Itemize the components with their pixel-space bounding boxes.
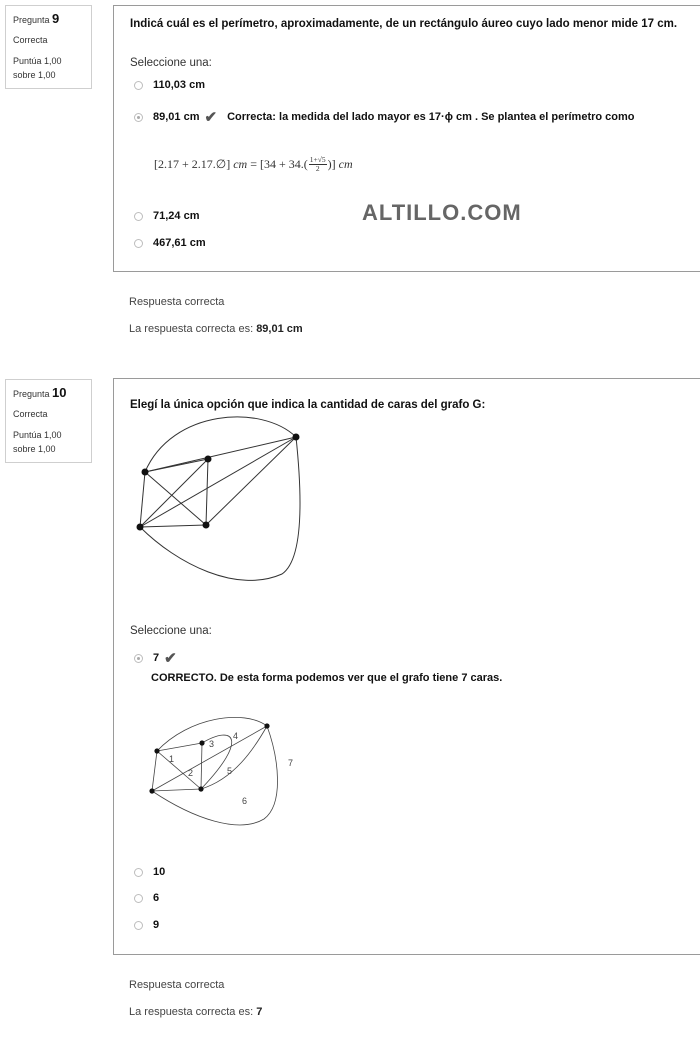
checkmark-icon: ✔ <box>164 649 177 667</box>
edge <box>145 472 206 525</box>
option-10[interactable] <box>134 866 165 878</box>
option-label: 110,03 cm <box>153 79 205 91</box>
vertex <box>205 456 212 463</box>
question-content-10 <box>113 378 700 955</box>
grade-max: sobre 1,00 <box>13 444 56 454</box>
radio-button[interactable] <box>134 868 143 877</box>
option-9[interactable] <box>134 919 159 931</box>
checkmark-icon: ✔ <box>204 108 218 126</box>
option-label: 9 <box>153 919 160 931</box>
edge <box>157 751 201 789</box>
question-label: Pregunta <box>13 15 50 25</box>
edge-curve <box>201 735 232 789</box>
vertex <box>293 434 300 441</box>
option-feedback: CORRECTO. De esta forma podemos ver que el grafo tiene 7 caras. <box>151 672 503 684</box>
answer-prefix: La respuesta correcta es: <box>129 1006 254 1018</box>
question-number: 10 <box>52 385 67 400</box>
question-label: Pregunta <box>13 389 50 399</box>
vertex <box>149 788 154 793</box>
outcome-status: Respuesta correcta <box>129 979 225 991</box>
edge-curve <box>140 437 300 580</box>
face-label: 6 <box>242 796 248 806</box>
option-7[interactable] <box>134 649 187 667</box>
question-outcome-9 <box>129 296 303 335</box>
edge <box>201 743 202 789</box>
option-label: 467,61 cm <box>153 237 206 249</box>
question-content-9 <box>113 5 700 272</box>
edge-curve <box>152 726 278 825</box>
correct-answer: 89,01 cm <box>256 323 303 335</box>
option-label: 10 <box>153 866 166 878</box>
option-89-01[interactable] <box>134 108 635 126</box>
edge <box>140 472 145 527</box>
radio-button[interactable] <box>134 81 143 90</box>
correct-answer: 7 <box>256 1006 263 1018</box>
outcome-status: Respuesta correcta <box>129 296 225 308</box>
face-label: 4 <box>233 731 239 741</box>
radio-button[interactable] <box>134 921 143 930</box>
vertex <box>137 524 144 531</box>
vertex <box>154 748 159 753</box>
edge <box>145 437 296 472</box>
option-label: 71,24 cm <box>153 210 200 222</box>
radio-button[interactable] <box>134 239 143 248</box>
select-prompt: Seleccione una: <box>130 625 212 637</box>
question-info-10 <box>5 379 92 463</box>
question-state: Correcta <box>13 35 48 45</box>
option-label: 89,01 cm <box>153 111 200 123</box>
select-prompt: Seleccione una: <box>130 57 212 69</box>
graph-g-figure <box>132 414 312 584</box>
option-110-03[interactable] <box>134 79 205 91</box>
question-info-9 <box>5 5 92 89</box>
face-label: 1 <box>169 754 175 764</box>
graph-faces-figure <box>144 709 334 829</box>
radio-button[interactable] <box>134 894 143 903</box>
option-label: 6 <box>153 892 160 904</box>
option-feedback: Correcta: la medida del lado mayor es 17·ϕ cm . Se plantea el perímetro como <box>227 111 635 123</box>
vertex <box>142 469 149 476</box>
question-text: Indicá cuál es el perímetro, aproximadamente, de un rectángulo áureo cuyo lado menor mide 17 cm. <box>130 18 678 30</box>
face-label: 2 <box>188 768 194 778</box>
vertex <box>203 522 210 529</box>
edge <box>140 525 206 527</box>
edge <box>152 751 157 791</box>
grade-line: Puntúa 1,00 <box>13 56 62 66</box>
watermark: ALTILLO.COM <box>362 200 522 225</box>
option-label: 7 <box>153 652 160 664</box>
option-467-61[interactable] <box>134 237 206 249</box>
edge <box>140 459 208 527</box>
face-label: 5 <box>227 766 233 776</box>
vertex <box>199 740 204 745</box>
face-label: 7 <box>288 758 294 768</box>
edge-curve <box>145 417 296 472</box>
radio-button-selected[interactable] <box>134 113 143 122</box>
question-number: 9 <box>52 11 60 26</box>
vertex <box>264 723 269 728</box>
option-71-24[interactable] <box>134 210 199 222</box>
grade-max: sobre 1,00 <box>13 70 56 80</box>
grade-line: Puntúa 1,00 <box>13 430 62 440</box>
option-6[interactable] <box>134 892 159 904</box>
vertex <box>198 786 203 791</box>
perimeter-formula: [2.17 + 2.17.∅] cm = [34 + 34.( $\frac{1+√5}{2}$ )] cm <box>154 155 353 173</box>
face-label: 3 <box>209 739 215 749</box>
radio-button-selected[interactable] <box>134 654 143 663</box>
radio-button[interactable] <box>134 212 143 221</box>
answer-prefix: La respuesta correcta es: <box>129 323 254 335</box>
fraction: $\frac{1+√5}{2}$ <box>309 155 326 173</box>
question-state: Correcta <box>13 409 48 419</box>
edge <box>152 789 201 791</box>
question-text: Elegí la única opción que indica la cantidad de caras del grafo G: <box>130 399 486 411</box>
question-outcome-10 <box>129 979 262 1018</box>
edge <box>206 459 208 525</box>
